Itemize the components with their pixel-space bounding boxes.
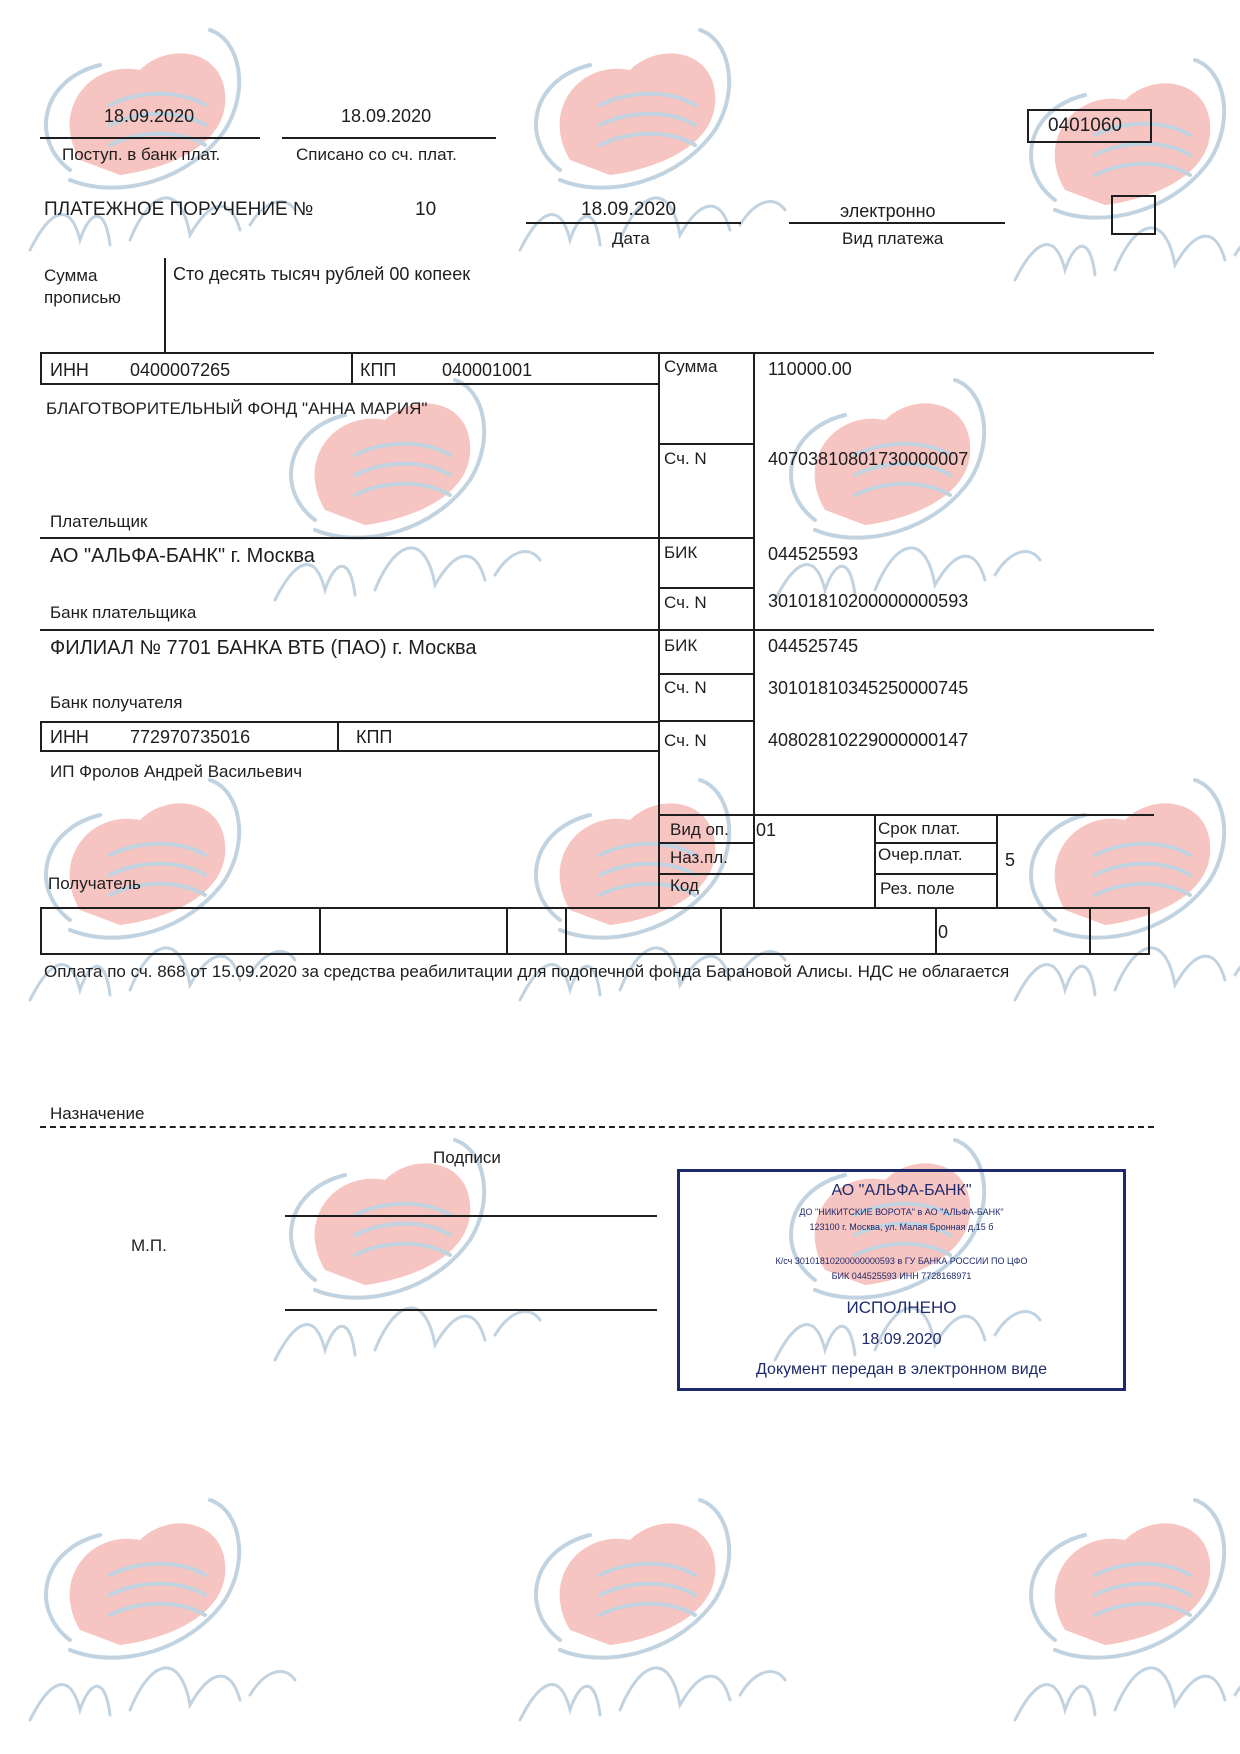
- grid-line: [658, 673, 754, 675]
- srok-label: Срок плат.: [878, 819, 961, 838]
- form-code: 0401060: [1048, 115, 1122, 136]
- watermark-logo: [995, 40, 1240, 300]
- payee-inn-label: ИНН: [50, 727, 89, 747]
- res-label: Рез. поле: [880, 879, 955, 898]
- payer-sum-label: Сумма: [664, 357, 718, 376]
- received-label: Поступ. в банк плат.: [62, 145, 221, 164]
- payee-name: ИП Фролов Андрей Васильевич: [50, 762, 303, 781]
- stamp-status: ИСПОЛНЕНО: [846, 1298, 957, 1317]
- grid-line: [658, 443, 754, 445]
- payer-account-label: Сч. N: [664, 449, 707, 468]
- document-number: 10: [415, 199, 437, 220]
- payee-inn: 772970735016: [130, 727, 251, 747]
- received-date-line: [40, 137, 260, 139]
- stamp-bank-name: АО "АЛЬФА-БАНК": [831, 1182, 972, 1199]
- watermark-logo: [755, 360, 1055, 620]
- stamp-line-1: ДО "НИКИТСКИЕ ВОРОТА" в АО "АЛЬФА-БАНК": [799, 1207, 1004, 1217]
- debited-label: Списано со сч. плат.: [296, 145, 457, 164]
- grid-line: [337, 721, 339, 752]
- grid-line: [876, 842, 998, 844]
- payer-bank-bik: 044525593: [768, 544, 859, 564]
- amount-words-label: Сумма прописью: [44, 266, 121, 307]
- grid-line: [351, 352, 353, 385]
- naz-pl-label: Наз.пл.: [670, 848, 728, 867]
- watermark-logo: [500, 1480, 800, 1740]
- tax-cell-divider: [935, 907, 937, 955]
- purpose-label: Назначение: [50, 1104, 145, 1123]
- status-box: [1111, 195, 1156, 235]
- grid-line: [658, 842, 754, 844]
- page-title: ПЛАТЕЖНОЕ ПОРУЧЕНИЕ №: [44, 199, 314, 220]
- payer-account: 40703810801730000007: [768, 449, 969, 469]
- purpose-text: Оплата по сч. 868 от 15.09.2020 за средства реабилитации для подопечной фонда Барановой Алисы. НДС не облагается: [44, 962, 1010, 981]
- grid-line: [40, 629, 1154, 631]
- grid-line: [40, 750, 660, 752]
- payer-name: БЛАГОТВОРИТЕЛЬНЫЙ ФОНД "АННА МАРИЯ": [46, 399, 428, 418]
- payer-bank-account: 30101810200000000593: [768, 591, 969, 611]
- payee-bank-account-label: Сч. N: [664, 678, 707, 697]
- ocher-label: Очер.плат.: [878, 845, 963, 864]
- grid-line: [658, 537, 754, 539]
- grid-line: [658, 814, 1154, 816]
- vid-op-value: 01: [756, 820, 777, 840]
- stamp-line-4: БИК 044525593 ИНН 7728168971: [831, 1271, 972, 1281]
- tax-cell-divider: [720, 907, 722, 955]
- grid-line: [658, 587, 754, 589]
- payee-bank-name: ФИЛИАЛ № 7701 БАНКА ВТБ (ПАО) г. Москва: [50, 637, 477, 659]
- tax-cell-value: 0: [938, 922, 949, 942]
- payer-sum: 110000.00: [768, 359, 852, 379]
- watermark-logo: [500, 760, 800, 1020]
- grid-line: [40, 352, 1154, 354]
- debited-date: 18.09.2020: [341, 106, 432, 126]
- watermark-logo: [255, 1120, 555, 1380]
- signature-line-2: [285, 1309, 657, 1311]
- payee-label: Получатель: [48, 874, 141, 893]
- payer-label: Плательщик: [50, 512, 148, 531]
- payer-kpp: 040001001: [442, 360, 533, 380]
- grid-line: [658, 720, 754, 722]
- payer-bank-name: АО "АЛЬФА-БАНК" г. Москва: [50, 545, 315, 567]
- payee-bank-bik: 044525745: [768, 636, 859, 656]
- payee-kpp-label: КПП: [356, 727, 393, 747]
- vid-op-label: Вид оп.: [670, 820, 729, 839]
- kod-label: Код: [670, 876, 699, 895]
- payer-bank-account-label: Сч. N: [664, 593, 707, 612]
- payment-type-line: [789, 222, 1005, 224]
- purpose-divider: [40, 1126, 1154, 1128]
- payer-bank-bik-label: БИК: [664, 543, 698, 562]
- stamp-note: Документ передан в электронном виде: [756, 1361, 1047, 1378]
- payee-bank-bik-label: БИК: [664, 636, 698, 655]
- tax-cell-divider: [506, 907, 508, 955]
- stamp-line-3: К/сч 30101810200000000593 в ГУ БАНКА РОССИИ ПО ЦФО: [775, 1256, 1028, 1266]
- grid-line: [658, 873, 754, 875]
- payer-kpp-label: КПП: [360, 360, 397, 380]
- watermark-logo: [995, 760, 1240, 1020]
- signatures-label: Подписи: [433, 1148, 501, 1167]
- grid-line: [40, 721, 660, 723]
- grid-line: [40, 352, 42, 385]
- amount-words-divider: [164, 258, 166, 353]
- amount-words-value: Сто десять тысяч рублей 00 копеек: [173, 264, 471, 284]
- tax-row: [40, 907, 1150, 955]
- document-date-line: [526, 222, 741, 224]
- grid-line: [874, 814, 876, 908]
- payment-type: электронно: [840, 201, 936, 221]
- payer-inn: 0400007265: [130, 360, 231, 380]
- grid-line: [40, 537, 660, 539]
- grid-line: [40, 721, 42, 752]
- bank-stamp: [677, 1169, 1126, 1391]
- grid-line: [40, 383, 660, 385]
- grid-line: [996, 814, 998, 908]
- mp-label: М.П.: [131, 1236, 167, 1255]
- tax-cell-divider: [319, 907, 321, 955]
- ocher-value: 5: [1005, 850, 1016, 870]
- payee-account: 40802810229000000147: [768, 730, 969, 750]
- payee-bank-label: Банк получателя: [50, 693, 183, 712]
- stamp-date: 18.09.2020: [861, 1331, 942, 1348]
- tax-cell-divider: [1089, 907, 1091, 955]
- grid-line: [876, 873, 998, 875]
- stamp-line-2: 123100 г. Москва, ул. Малая Бронная д.15 б: [809, 1222, 994, 1232]
- watermark-logo: [995, 1480, 1240, 1740]
- debited-date-line: [282, 137, 496, 139]
- watermark-logo: [10, 1480, 310, 1740]
- payer-bank-label: Банк плательщика: [50, 603, 197, 622]
- payee-account-label: Сч. N: [664, 731, 707, 750]
- received-date: 18.09.2020: [104, 106, 195, 126]
- watermark-logo: [500, 10, 800, 270]
- document-date: 18.09.2020: [581, 199, 677, 220]
- payee-bank-account: 30101810345250000745: [768, 678, 969, 698]
- signature-line-1: [285, 1215, 657, 1217]
- payment-type-label: Вид платежа: [842, 229, 944, 248]
- document-date-label: Дата: [612, 229, 650, 248]
- tax-cell-divider: [565, 907, 567, 955]
- watermark-logo: [10, 10, 310, 270]
- payer-inn-label: ИНН: [50, 360, 89, 380]
